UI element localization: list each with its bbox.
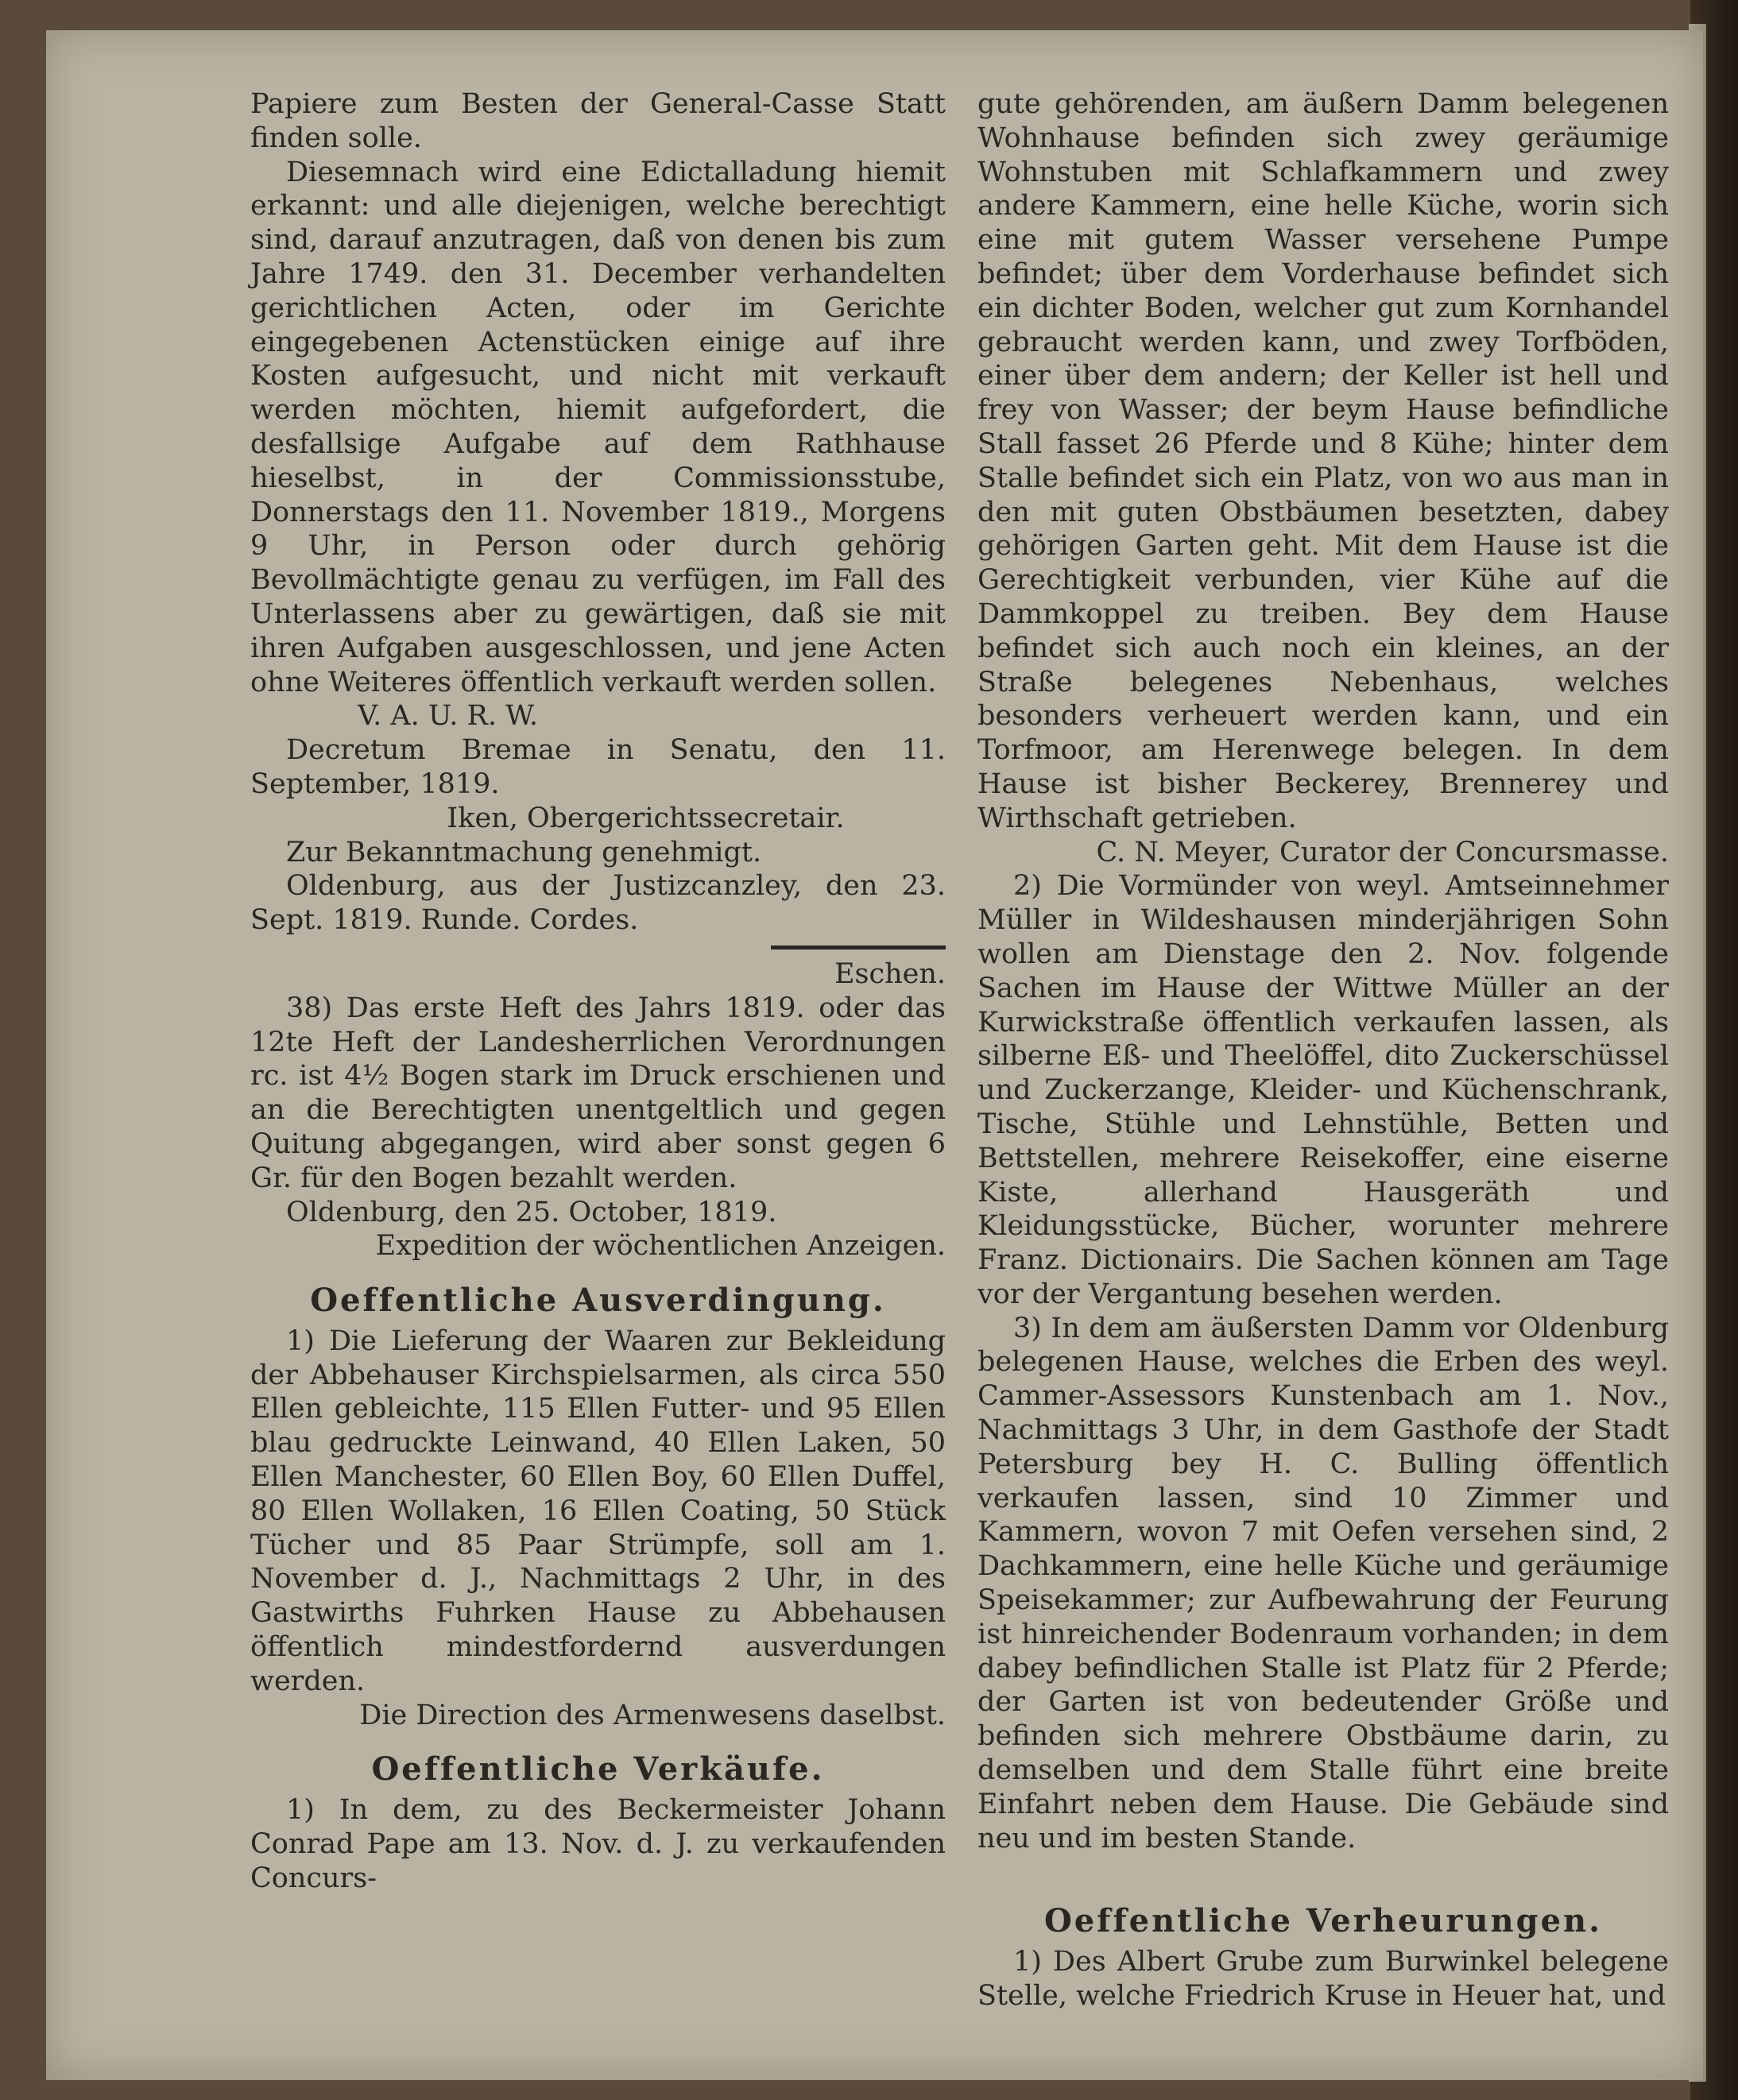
signature: Eschen.	[834, 957, 946, 990]
paragraph: 38) Das erste Heft des Jahrs 1819. oder das 12te Heft der Landesherrlichen Verordnungen rc. ist 4½ Bogen stark im Druck erschienen und an die Berechtigten unentgeltlich und gegen Quitung abgegangen, wird aber sonst gegen 6 Gr. für den Bogen bezahlt werden.	[250, 992, 946, 1194]
signature: Iken, Obergerichtssecretair.	[447, 802, 845, 834]
separator-rule	[771, 946, 946, 949]
signature: Expedition der wöchentlichen Anzeigen.	[375, 1230, 946, 1263]
paragraph: Decretum Bremae in Senatu, den 11. September, 1819.	[250, 734, 946, 800]
left-column	[250, 87, 946, 1896]
paragraph: gute gehörenden, am äußern Damm belegenen Wohnhause befinden sich zwey geräumige Wohnstuben mit Schlafkammern und zwey andere Kammern, eine helle Küche, worin sich eine mit gutem Wasser versehene Pumpe befindet; über dem Vorderhause befindet sich ein dichter Boden, welcher gut zum Kornhandel gebraucht werden kann, und zwey Torfböden, einer über dem andern; der Keller ist hell und frey von Wasser; der beym Hause befindliche Stall fasset 26 Pferde und 8 Kühe; hinter dem Stalle befindet sich ein Platz, von wo aus man in den mit guten Obstbäumen besetzten, dabey gehörigen Garten geht. Mit dem Hause ist die Gerechtigkeit verbunden, vier Kühe auf die Dammkoppel zu treiben. Bey dem Hause befindet sich auch noch ein kleines, an der Straße belegenes Nebenhaus, welches besonders verheuert werden kann, und ein Torfmoor, am Herenwege belegen. In dem Hause ist bisher Beckerey, Brennerey und Wirthschaft getrieben.	[977, 88, 1669, 834]
paragraph: 1) In dem, zu des Beckermeister Johann Conrad Pape am 13. Nov. d. J. zu verkaufenden Concurs-	[250, 1794, 946, 1894]
right-column	[977, 87, 1669, 2013]
paragraph: 1) Des Albert Grube zum Burwinkel belegene Stelle, welche Friedrich Kruse in Heuer hat, und	[977, 1946, 1669, 2013]
spacer	[977, 1855, 1669, 1884]
paragraph: Zur Bekanntmachung genehmigt.	[286, 836, 762, 868]
paragraph: 3) In dem am äußersten Damm vor Oldenburg belegenen Hause, welches die Erben des weyl. Cammer-Assessors Kunstenbach am 1. Nov., Nachmittags 3 Uhr, in dem Gasthofe der Stadt Petersburg bey H. C. Bulling öffentlich verkaufen lassen, sind 10 Zimmer und Kammern, wovon 7 mit Oefen versehen sind, 2 Dachkammern, eine helle Küche und geräumige Speisekammer; zur Aufbewahrung der Feurung ist hinreichender Bodenraum vorhanden; in dem dabey befindlichen Stalle ist Platz für 2 Pferde; der Garten ist von bedeutender Größe und befinden sich mehrere Obstbäume darin, zu demselben und dem Stalle führt eine breite Einfahrt neben dem Hause. Die Gebäude sind neu und im besten Stande.	[977, 1312, 1669, 1854]
paragraph: Oldenburg, den 25. October, 1819.	[286, 1196, 777, 1228]
paragraph: Diesemnach wird eine Edictalladung hiemit erkannt: und alle diejenigen, welche berechtigt sind, darauf anzutragen, daß von denen bis zum Jahre 1749. den 31. December verhandelten gerichtlichen Acten, oder im Gerichte eingegebenen Actenstücken einige auf ihre Kosten aufgesucht, und nicht mit verkauft werden möchten, hiemit aufgefordert, die desfallsige Aufgabe auf dem Rathhause hieselbst, in der Commissionsstube, Donnerstags den 11. November 1819., Morgens 9 Uhr, in Person oder durch gehörig Bevollmächtigte genau zu verfügen, im Fall des Unterlassens aber zu gewärtigen, daß sie mit ihren Aufgaben ausgeschlossen, und jene Acten ohne Weiteres öffentlich verkauft werden sollen.	[250, 156, 946, 698]
paragraph: Papiere zum Besten der General-Casse Statt finden solle.	[250, 88, 946, 154]
abbreviation-line: V. A. U. R. W.	[358, 700, 539, 733]
paragraph: 1) Die Lieferung der Waaren zur Bekleidung der Abbehauser Kirchspielsarmen, als circa 550 Ellen gebleichte, 115 Ellen Futter- und 95 Ellen blau gedruckte Leinwand, 40 Ellen Laken, 50 Ellen Manchester, 60 Ellen Boy, 60 Ellen Duffel, 80 Ellen Wollaken, 16 Ellen Coating, 50 Stück Tücher und 85 Paar Strümpfe, soll am 1. November d. J., Nachmittags 2 Uhr, in des Gastwirths Fuhrken Hause zu Abbehausen öffentlich mindestfordernd ausverdungen werden.	[250, 1325, 946, 1697]
section-heading: Oeffentliche Ausverdingung.	[310, 1282, 886, 1320]
paragraph: 2) Die Vormünder von weyl. Amtseinnehmer Müller in Wildeshausen minderjährigen Sohn wollen am Dienstage den 2. Nov. folgende Sachen im Hause der Wittwe Müller an der Kurwickstraße öffentlich verkaufen lassen, als silberne Eß- und Theelöffel, dito Zuckerschüssel und Zuckerzange, Kleider- und Küchenschrank, Tische, Stühle und Lehnstühle, Betten und Bettstellen, mehrere Reisekoffer, eine eiserne Kiste, allerhand Hausgeräth und Kleidungsstücke, Bücher, worunter mehrere Franz. Dictionairs. Die Sachen können am Tage vor der Vergantung besehen werden.	[977, 870, 1669, 1310]
section-heading: Oeffentliche Verheurungen.	[1043, 1902, 1603, 1940]
signature: C. N. Meyer, Curator der Concursmasse.	[1096, 836, 1669, 868]
paragraph: Oldenburg, aus der Justizcanzley, den 23. Sept. 1819. Runde. Cordes.	[250, 870, 946, 937]
signature: Die Direction des Armenwesens daselbst.	[359, 1699, 946, 1731]
section-heading: Oeffentliche Verkäufe.	[371, 1750, 825, 1789]
